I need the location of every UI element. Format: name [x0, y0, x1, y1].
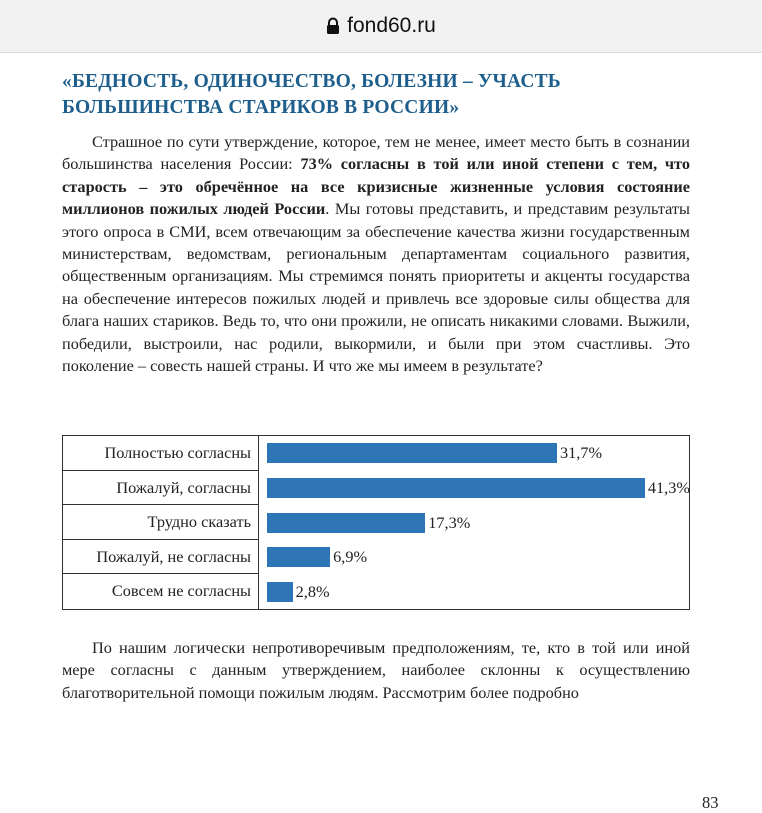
bar [267, 547, 330, 567]
category-label: Совсем не согласны [111, 581, 251, 601]
paragraph-intro-bold: 73% согласны в той или иной степени с тем, что старость – это обречённое на все кризисные жизненные условия состояние миллионов пожилых людей России [62, 154, 690, 219]
page-number: 83 [702, 793, 719, 812]
bar-chart [62, 435, 690, 610]
url-text: fond60.ru [347, 14, 436, 37]
bar [267, 582, 293, 602]
category-label: Пожалуй, согласны [63, 471, 259, 506]
section-heading: «БЕДНОСТЬ, ОДИНОЧЕСТВО, БОЛЕЗНИ – УЧАСТЬ БОЛЬШИНСТВА СТАРИКОВ В РОССИИ» [62, 71, 561, 118]
category-label: Пожалуй, не согласны [63, 540, 259, 575]
category-label: Трудно сказать [63, 505, 259, 540]
lock-icon [326, 17, 340, 35]
url-display[interactable] [326, 14, 436, 38]
bar-value-label: 17,3% [428, 512, 471, 532]
browser-address-bar[interactable] [0, 0, 762, 53]
bar-value-label: 6,9% [333, 547, 368, 567]
bar-value-label: 41,3% [647, 477, 690, 497]
bar [267, 443, 557, 463]
chart-bars-area [259, 436, 689, 609]
chart-category-labels [63, 436, 259, 609]
paragraph-intro-rest: . Мы готовы представить, и представим результаты этого опроса в СМИ, всем отвечающим за обеспечение качества жизни государственным министерствам, ведомствам, региональным департаментам социального развития, общественным организациям. Мы стремимся понять приоритеты и акценты государства на обеспечение интересов пожилых людей и привлечь все здоровые силы общества для блага наших стариков. Ведь то, что они прожили, не описать никакими словами. Выжили, победили, выстроили, нас родили, выкормили, и были при этом счастливы. Это поколение – совесть нашей страны. И что же мы имеем в результате? [62, 199, 690, 376]
paragraph-intro-text: Страшное по сути утверждение, которое, тем не менее, имеет место быть в сознании большинства населения России: [62, 132, 690, 174]
bar-value-label: 31,7% [560, 443, 603, 463]
paragraph-continuation: По нашим логически непротиворечивым предположениям, те, кто в той или иной мере согласны с данным утверждением, наиболее склонны к осуществлению благотворительной помощи пожилым людям. Рассмотрим более подробно [62, 638, 690, 702]
paragraph-intro [62, 131, 690, 377]
bar [267, 513, 425, 533]
bar-value-label: 2,8% [295, 581, 330, 601]
bar [267, 478, 645, 498]
category-label: Полностью согласны [63, 436, 259, 471]
